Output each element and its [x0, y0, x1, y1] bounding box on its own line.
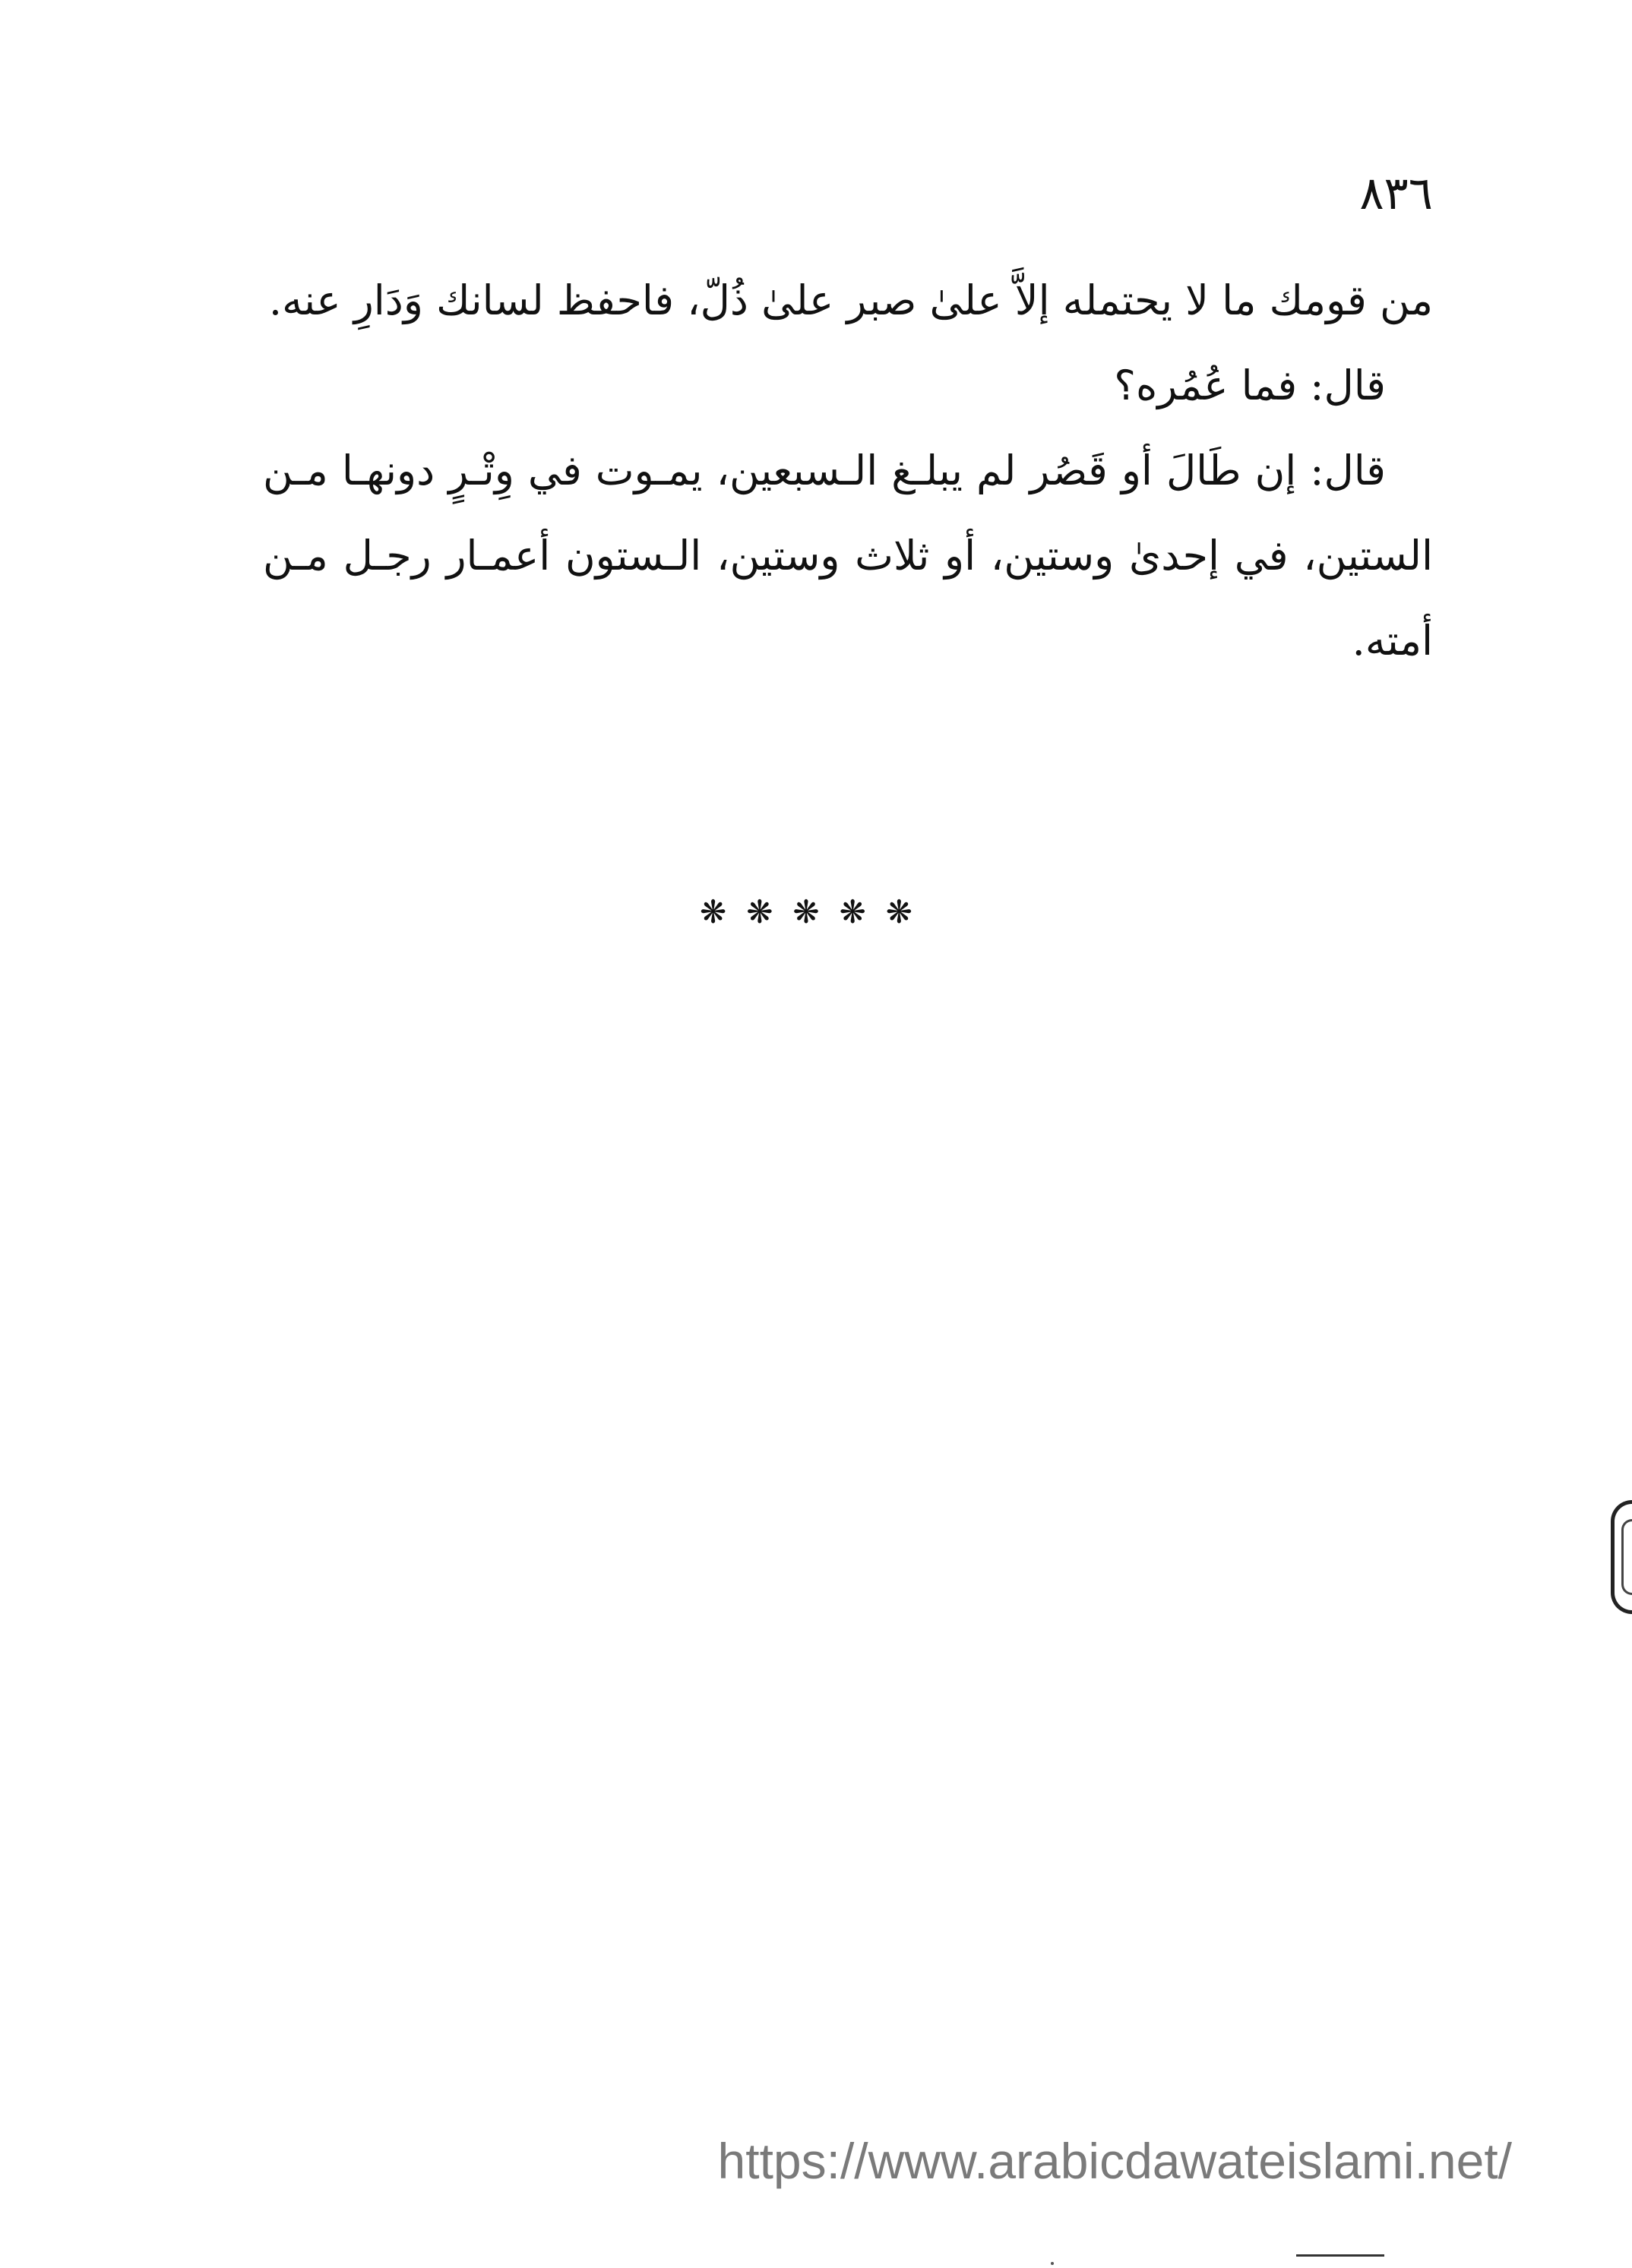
binding-edge-mark-inner [1621, 1519, 1632, 1595]
paragraph-3: قال: إن طَالَ أو قَصُر لم يبلـغ الـسبعين، يمـوت في وِتْـرٍ دونهـا مـن الستين، في إحدىٰ وستين، أو ثلاث وستين، الـستون أعمـار رجـل مـن أمته. [263, 447, 1433, 665]
paragraph-2: قال: فما عُمُره؟ [1114, 362, 1386, 409]
section-separator: ❋❋❋❋❋ [700, 893, 932, 930]
page-number: ٨٣٦ [1359, 167, 1433, 220]
scan-speck [1051, 2262, 1054, 2265]
watermark-url: https://www.arabicdawateislami.net/ [717, 2133, 1512, 2189]
paragraph-1: من قومك ما لا يحتمله إلاَّ علىٰ صبر علىٰ ذُلّ، فاحفظ لسانك وَدَارِ عنه. [268, 276, 1433, 324]
footer-rule [1296, 2254, 1384, 2257]
body-text [263, 258, 1433, 684]
